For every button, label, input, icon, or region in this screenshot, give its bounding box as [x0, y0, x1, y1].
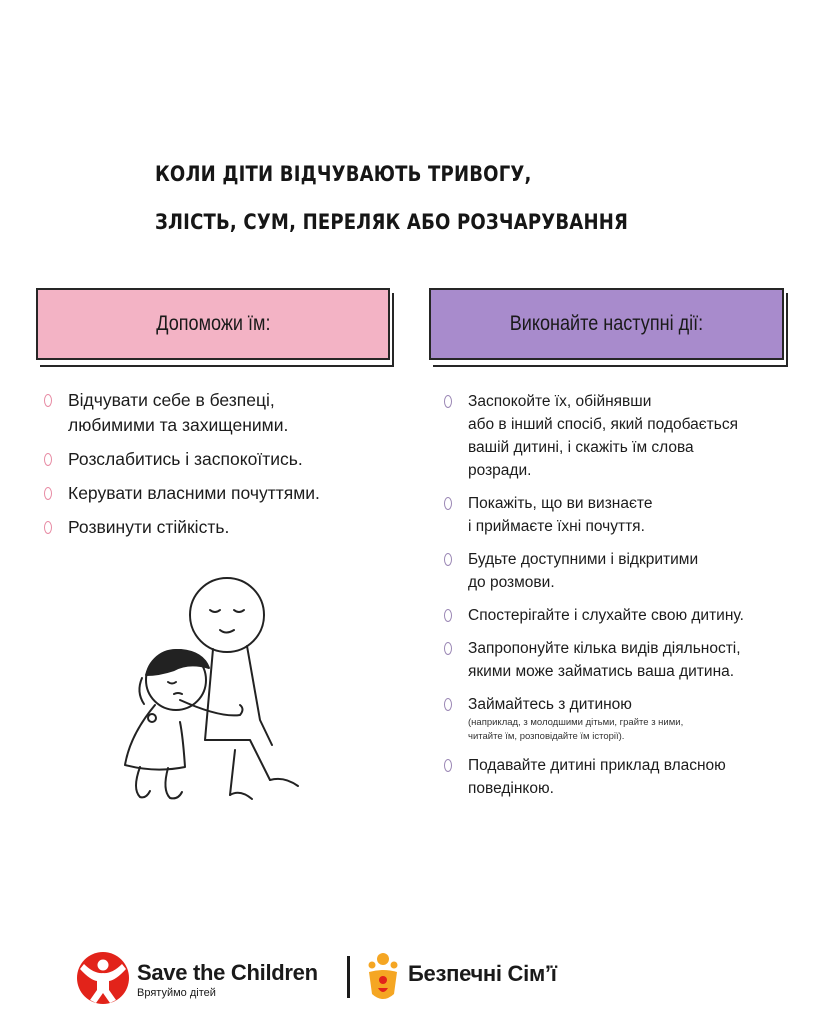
help-them-list: [40, 388, 380, 549]
help-them-heading: Допоможи їм:: [155, 312, 271, 335]
list-item: Будьте доступними і відкритими до розмови.: [440, 548, 800, 594]
child-leg: [165, 768, 182, 798]
adult-leg: [205, 740, 270, 780]
bullet-icon: [444, 759, 452, 772]
safe-families-logo-icon: [365, 950, 401, 1006]
child-hand: [148, 714, 156, 722]
footer-logos: [75, 950, 635, 1010]
bullet-icon: [444, 497, 452, 510]
list-item: Запропонуйте кілька видів діяльності, якими може займатись ваша дитина.: [440, 637, 800, 683]
list-item: Спостерігайте і слухайте свою дитину.: [440, 604, 800, 627]
title-line-1: КОЛИ ДІТИ ВІДЧУВАЮТЬ ТРИВОГУ,: [155, 162, 532, 186]
list-item: Відчувати себе в безпеці, любимими та захищеними.: [40, 388, 380, 438]
adult-foot: [270, 779, 298, 786]
adult-back: [247, 646, 272, 745]
child-eye: [168, 682, 176, 684]
bullet-icon: [44, 521, 52, 534]
actions-card: [429, 288, 784, 360]
hug-illustration: [110, 570, 310, 810]
bullet-icon: [444, 642, 452, 655]
org1-name: Save the Children: [137, 960, 318, 985]
bullet-icon: [444, 609, 452, 622]
child-mouth: [174, 693, 182, 694]
list-item: Покажіть, що ви визнаєте і приймаєте їхні почуття.: [440, 492, 800, 538]
adult-mouth: [220, 630, 234, 633]
list-item: Подавайте дитині приклад власною поведінкою.: [440, 754, 800, 800]
activity-note: (наприклад, з молодшими дітьми, грайте з ними, читайте їм, розповідайте їм історії).: [468, 717, 684, 742]
title-line-2: ЗЛІСТЬ, СУМ, ПЕРЕЛЯК АБО РОЗЧАРУВАННЯ: [155, 210, 629, 234]
org2-name: Безпечні Сім’ї: [408, 961, 557, 986]
actions-heading: Виконайте наступні дії:: [509, 312, 704, 335]
child-leg: [136, 767, 150, 797]
adult-eye: [234, 610, 244, 612]
adult-foot: [230, 793, 252, 799]
bullet-icon: [44, 394, 52, 407]
list-item: Займайтесь з дитиною (наприклад, з молодшими дітьми, грайте з ними, читайте їм, розповідайте їм історії).: [440, 693, 800, 744]
adult-leg: [230, 750, 235, 795]
actions-list: [440, 390, 800, 810]
bullet-icon: [44, 487, 52, 500]
list-item: Заспокойте їх, обійнявши або в інший спосіб, який подобається вашій дитині, і скажіть їм слова розради.: [440, 390, 800, 482]
save-the-children-logo-icon: [75, 950, 131, 1006]
page-title: [155, 150, 688, 246]
org1-tagline: Врятуймо дітей: [137, 987, 216, 999]
child-hair: [139, 678, 144, 704]
bullet-icon: [444, 553, 452, 566]
help-them-card: [36, 288, 390, 360]
bullet-icon: [444, 395, 452, 408]
list-item: Розвинути стійкість.: [40, 515, 380, 540]
adult-eye: [210, 610, 220, 612]
list-item: Розслабитись і заспокоїтись.: [40, 447, 380, 472]
logo-divider: [347, 956, 350, 998]
list-item: Керувати власними почуттями.: [40, 481, 380, 506]
child-hair: [146, 650, 209, 675]
adult-head: [190, 578, 264, 652]
bullet-icon: [44, 453, 52, 466]
bullet-icon: [444, 698, 452, 711]
